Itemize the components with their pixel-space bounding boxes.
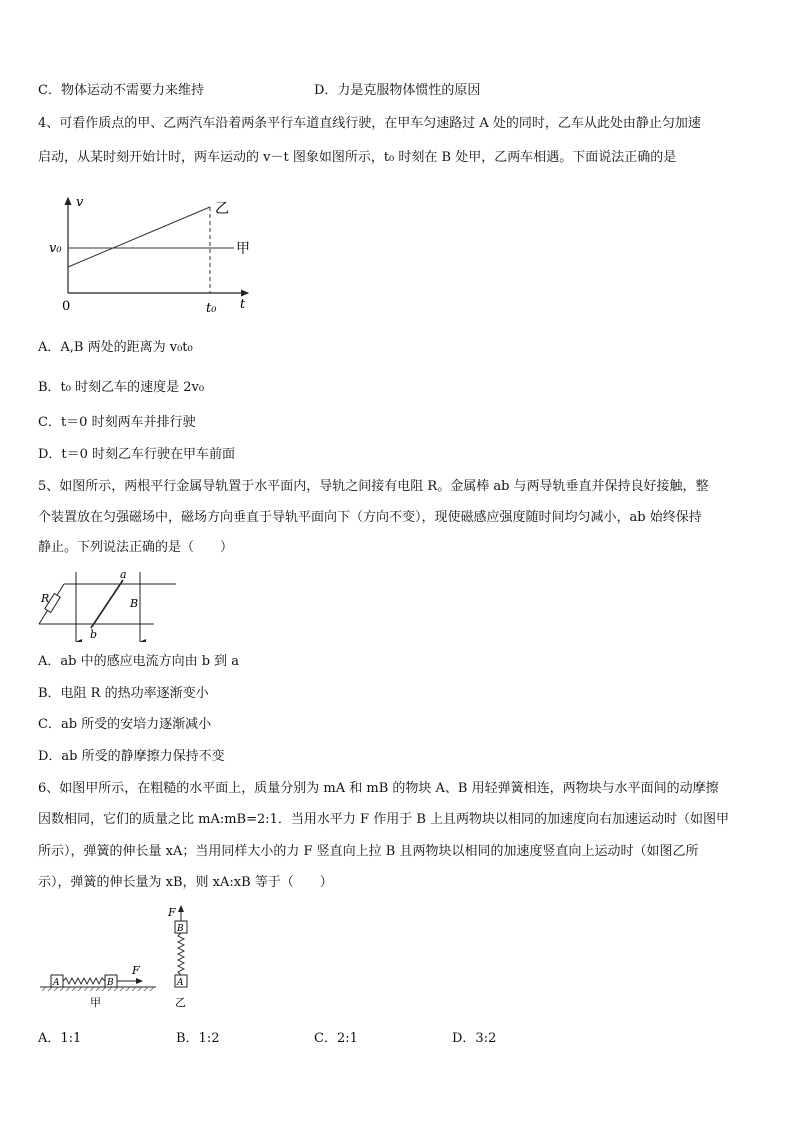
label-R: R xyxy=(41,592,50,605)
q4-stem-line-1: 4、可看作质点的甲、乙两汽车沿着两条平行车道直线行驶，在甲车匀速路过 A 处的同时，乙车从此处由静止匀加速 xyxy=(38,116,701,131)
spring-vertical xyxy=(178,933,184,975)
vt-graph xyxy=(40,190,260,325)
q4-option-d: D．t＝0 时刻乙车行驶在甲车前面 xyxy=(38,447,236,462)
q5-option-c: C．ab 所受的安培力逐渐减小 xyxy=(38,717,212,732)
yi-label: 乙 xyxy=(215,201,229,217)
v0-label: v₀ xyxy=(49,241,62,256)
q3-option-d: D．力是克服物体惯性的原因 xyxy=(314,83,481,98)
spring-blocks-figure xyxy=(38,902,208,1012)
metal-bar-ab xyxy=(91,580,123,628)
t-axis-label: t xyxy=(240,297,246,312)
force-label-horizontal: F xyxy=(132,964,140,977)
q4-option-b: B．t₀ 时刻乙车的速度是 2v₀ xyxy=(38,380,205,395)
force-label-vertical: F xyxy=(168,906,176,919)
figure-jia-label: 甲 xyxy=(90,996,101,1009)
q6-stem-line-3: 所示），弹簧的伸长量 xA；当用同样大小的力 F 竖直向上拉 B 且两物块以相同的加速度竖直向上运动时（如图乙所 xyxy=(38,844,699,859)
q6-option-a: A．1:1 xyxy=(38,1031,82,1046)
block-a-vertical-label: A xyxy=(177,978,184,988)
q6-stem-line-2: 因数相同，它们的质量之比 mA:mB=2:1．当用水平力 F 作用于 B 上且两物块以相同的加速度向右加速运动时（如图甲 xyxy=(38,812,730,827)
q5-option-d: D．ab 所受的静摩擦力保持不变 xyxy=(38,749,225,764)
q5-stem-line-1: 5、如图所示，两根平行金属导轨置于水平面内，导轨之间接有电阻 R。金属棒 ab 与两导轨垂直并保持良好接触，整 xyxy=(38,479,709,494)
q6-stem-line-1: 6、如图甲所示，在粗糙的水平面上，质量分别为 mA 和 mB 的物块 A、B 用轻弹簧相连，两物块与水平面间的动摩擦 xyxy=(38,781,719,796)
q5-option-b: B．电阻 R 的热功率逐渐变小 xyxy=(38,686,209,701)
q4-option-c: C．t＝0 时刻两车并排行驶 xyxy=(38,415,196,430)
block-a-horizontal-label: A xyxy=(53,978,60,988)
block-b-horizontal-label: B xyxy=(107,978,114,988)
block-b-vertical-label: B xyxy=(177,924,184,934)
spring-horizontal xyxy=(63,978,105,984)
jia-label: 甲 xyxy=(236,241,250,257)
t0-label: t₀ xyxy=(206,301,217,316)
q5-option-a: A．ab 中的感应电流方向由 b 到 a xyxy=(38,654,240,669)
rail-circuit-figure xyxy=(36,566,186,642)
q6-option-c: C．2:1 xyxy=(314,1031,358,1046)
q5-stem-line-3: 静止。下列说法正确的是（ ） xyxy=(38,540,234,555)
q5-stem-line-2: 个装置放在匀强磁场中，磁场方向垂直于导轨平面向下（方向不变），现使磁感应强度随时间均匀减小，ab 始终保持 xyxy=(38,510,702,525)
q6-option-b: B．1:2 xyxy=(176,1031,220,1046)
q4-option-a: A．A,B 两处的距离为 v₀t₀ xyxy=(38,340,193,355)
v-axis-label: v xyxy=(76,195,84,210)
q6-option-d: D．3:2 xyxy=(452,1031,497,1046)
line-yi xyxy=(68,207,210,267)
figure-yi-label: 乙 xyxy=(175,996,186,1009)
origin-label: 0 xyxy=(62,299,71,314)
label-B: B xyxy=(130,597,139,610)
label-a: a xyxy=(120,568,127,581)
label-b: b xyxy=(90,628,98,641)
q4-stem-line-2: 启动，从某时刻开始计时，两车运动的 v－t 图象如图所示，t₀ 时刻在 B 处甲，乙两车相遇。下面说法正确的是 xyxy=(38,150,677,165)
q6-stem-line-4: 示），弹簧的伸长量为 xB，则 xA:xB 等于（ ） xyxy=(38,875,333,890)
q3-option-c: C．物体运动不需要力来维持 xyxy=(38,83,204,98)
